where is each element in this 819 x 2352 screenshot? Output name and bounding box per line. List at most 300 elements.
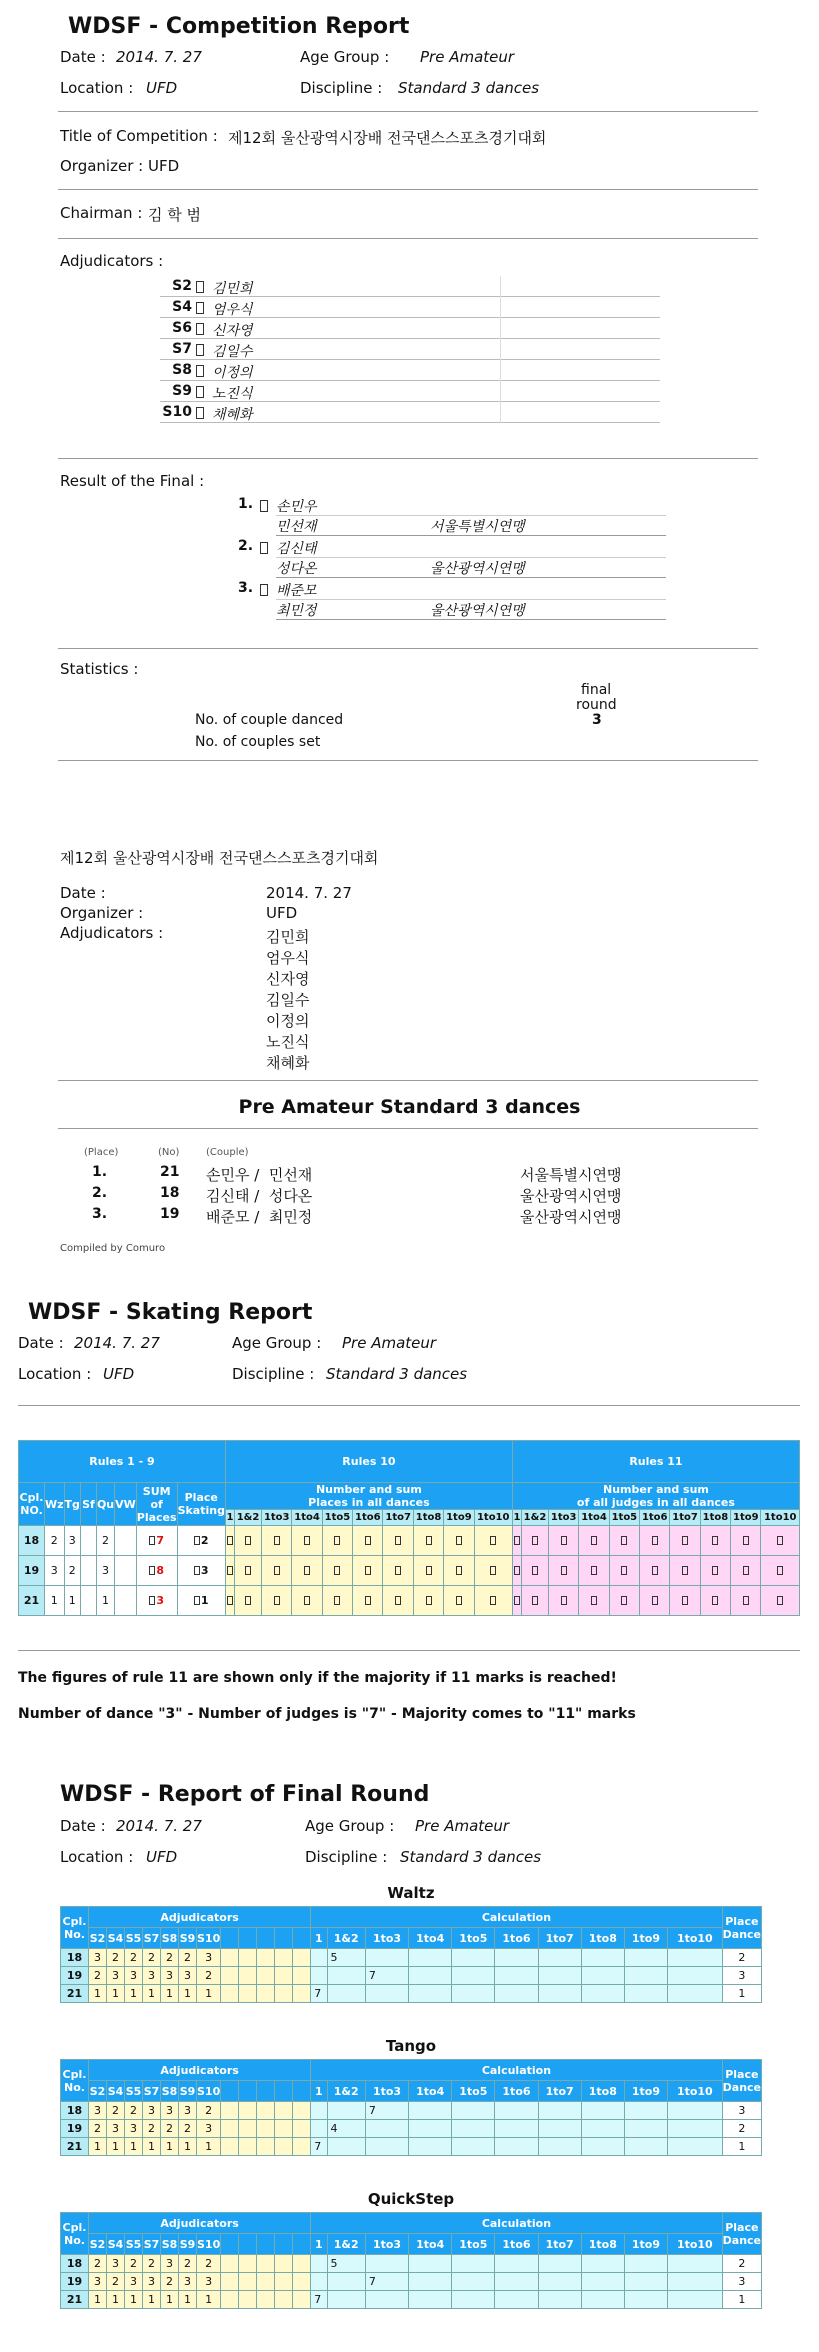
judge-mark — [257, 2255, 275, 2273]
judge-col-header: S8 — [161, 2081, 179, 2102]
fr-age-value: Pre Amateur — [415, 1817, 510, 1835]
place-dance: 3 — [722, 2273, 761, 2291]
table-row — [61, 1928, 762, 1949]
summary-adjudicator: 엄우식 — [266, 949, 310, 967]
place-skating — [177, 1586, 225, 1616]
sum-places — [136, 1586, 177, 1616]
judge-mark: 2 — [197, 2255, 221, 2273]
calc-col-header: 1to5 — [452, 2081, 495, 2102]
dance-place — [115, 1556, 137, 1586]
summary-date-label: Date : — [60, 884, 106, 902]
calc-col-header: 1to7 — [538, 2234, 581, 2255]
judge-mark — [293, 1949, 311, 1967]
calc-col-header: 1to9 — [731, 1510, 761, 1526]
calc-col-header: 1to4 — [409, 2081, 452, 2102]
calc-value: 7 — [365, 1967, 408, 1985]
checkbox-mark-icon — [149, 1566, 155, 1575]
summary-adjudicator: 이정의 — [266, 1012, 310, 1030]
checkbox-mark-icon — [682, 1536, 688, 1545]
calc-value — [624, 1985, 667, 2003]
calc-value: 7 — [365, 2273, 408, 2291]
rules11-subheader — [512, 1483, 799, 1510]
calc-value — [581, 2120, 624, 2138]
rule10-cell — [383, 1586, 413, 1616]
judge-col-header: S7 — [143, 2234, 161, 2255]
calc-value — [668, 2273, 723, 2291]
judge-mark: 1 — [89, 1985, 107, 2003]
checkbox-mark-icon — [149, 1536, 155, 1545]
judge-mark: 1 — [89, 2138, 107, 2156]
fr-location-label: Location : — [60, 1848, 134, 1866]
rule11-cell — [700, 1526, 730, 1556]
checkbox-mark-icon — [652, 1566, 658, 1575]
category-banner: Pre Amateur Standard 3 dances — [238, 1096, 581, 1118]
rule10-cell — [225, 1556, 234, 1586]
dance-place — [115, 1526, 137, 1556]
place-dance: 1 — [722, 2291, 761, 2309]
judge-mark — [239, 2273, 257, 2291]
rule11-cell — [670, 1586, 700, 1616]
calc-col-header: 1to5 — [452, 2234, 495, 2255]
calc-value — [668, 2291, 723, 2309]
divider — [500, 318, 501, 339]
judge-col-header: S10 — [197, 2234, 221, 2255]
summary-place: 3. — [92, 1206, 108, 1222]
checkbox-mark-icon — [304, 1536, 310, 1545]
calc-value — [624, 2120, 667, 2138]
calc-col-header: 1to3 — [365, 2234, 408, 2255]
checkbox-mark-icon — [194, 1596, 200, 1605]
judge-mark: 1 — [107, 1985, 125, 2003]
calc-col-header: 1to4 — [292, 1510, 322, 1526]
calc-col-header: 1 — [225, 1510, 234, 1526]
rule11-cell — [731, 1556, 761, 1586]
calc-value — [538, 2120, 581, 2138]
judge-mark — [293, 2120, 311, 2138]
judge-mark: 3 — [89, 1949, 107, 1967]
divider — [58, 238, 758, 239]
calc-value — [327, 2291, 365, 2309]
judge-mark — [221, 2291, 239, 2309]
judge-mark: 2 — [107, 2102, 125, 2120]
judge-mark: 1 — [179, 1985, 197, 2003]
adjudicator-row — [160, 297, 660, 318]
fr-age-label: Age Group : — [305, 1817, 395, 1835]
place-dance-header: Place Dance — [722, 1907, 761, 1949]
checkbox-mark-icon — [682, 1566, 688, 1575]
judge-mark: 3 — [143, 2102, 161, 2120]
calc-value — [624, 2138, 667, 2156]
checkbox-mark-icon — [334, 1536, 340, 1545]
calc-value — [624, 1967, 667, 1985]
calc-value: 7 — [365, 2102, 408, 2120]
judge-mark: 3 — [107, 1967, 125, 1985]
calc-value: 7 — [311, 1985, 327, 2003]
judge-col-header — [239, 2081, 257, 2102]
judge-mark: 1 — [107, 2138, 125, 2156]
judge-col-header: S7 — [143, 2081, 161, 2102]
result-follower: 최민정 — [276, 603, 317, 619]
checkbox-mark-icon — [274, 1536, 280, 1545]
calc-value — [581, 1985, 624, 2003]
checkbox-mark-icon — [196, 386, 204, 398]
judge-col-header: S5 — [125, 2081, 143, 2102]
checkbox-mark-icon — [621, 1536, 627, 1545]
summary-couple: 손민우 / 민선재 — [206, 1166, 313, 1184]
judge-mark — [257, 1985, 275, 2003]
judge-mark — [257, 2120, 275, 2138]
result-club: 울산광역시연맹 — [430, 561, 525, 577]
calc-col-header: 1 — [311, 2234, 327, 2255]
checkbox-mark-icon — [621, 1566, 627, 1575]
rule11-cell — [521, 1586, 548, 1616]
checkbox-mark-icon — [777, 1596, 783, 1605]
judge-col-header — [239, 1928, 257, 1949]
place-dance: 2 — [722, 1949, 761, 1967]
place-dance-header: Place Dance — [722, 2213, 761, 2255]
rule10-cell — [444, 1556, 474, 1586]
location-label: Location : — [60, 79, 134, 97]
checkbox-mark-icon — [743, 1536, 749, 1545]
dance-place — [80, 1586, 96, 1616]
calculation-header: Calculation — [311, 1907, 722, 1928]
judge-mark: 1 — [143, 1985, 161, 2003]
judge-mark: 3 — [197, 2273, 221, 2291]
calc-value — [538, 2273, 581, 2291]
final-round-header-line1: final — [581, 682, 612, 698]
rules11-header: Rules 11 — [512, 1441, 799, 1483]
calc-value — [495, 2255, 538, 2273]
checkbox-mark-icon — [196, 344, 204, 356]
judge-mark: 2 — [161, 1949, 179, 1967]
rule10-cell — [235, 1556, 262, 1586]
judge-col-header — [221, 2234, 239, 2255]
dance-place: 3 — [45, 1556, 65, 1586]
judge-mark — [239, 2291, 257, 2309]
divider — [58, 760, 758, 761]
judge-mark: 2 — [197, 2102, 221, 2120]
judge-col-header: S10 — [197, 1928, 221, 1949]
calc-col-header: 1&2 — [327, 2081, 365, 2102]
competition-report-title: WDSF - Competition Report — [68, 14, 410, 39]
judge-mark — [275, 2255, 293, 2273]
calc-col-header: 1to4 — [409, 1928, 452, 1949]
dance-place: 1 — [96, 1586, 114, 1616]
dance-table — [60, 2212, 762, 2309]
dance-place: 2 — [96, 1526, 114, 1556]
couple-number: 19 — [61, 2273, 89, 2291]
judge-mark: 3 — [125, 1967, 143, 1985]
calc-col-header: 1to3 — [365, 2081, 408, 2102]
date-value: 2014. 7. 27 — [116, 48, 202, 66]
calc-col-header: 1to10 — [474, 1510, 512, 1526]
adjudicator-name: 노진식 — [212, 386, 253, 402]
judge-mark — [293, 2273, 311, 2291]
rule10-cell — [413, 1586, 443, 1616]
rules11-sub1: Number and sum — [602, 1483, 709, 1496]
sum-places — [136, 1526, 177, 1556]
checkbox-mark-icon — [561, 1536, 567, 1545]
result-place: 1. — [238, 496, 254, 512]
checkbox-mark-icon — [591, 1596, 597, 1605]
result-of-final-label: Result of the Final : — [60, 472, 205, 490]
rule11-cell — [640, 1556, 670, 1586]
judge-col-header — [275, 2234, 293, 2255]
judge-mark — [221, 2138, 239, 2156]
summary-date-value: 2014. 7. 27 — [266, 884, 352, 902]
judge-col-header: S8 — [161, 2234, 179, 2255]
calc-col-header: 1to7 — [670, 1510, 700, 1526]
sum-value: 3 — [156, 1594, 164, 1607]
organizer-value: UFD — [148, 157, 180, 175]
rule10-cell — [322, 1526, 352, 1556]
rule10-cell — [474, 1556, 512, 1586]
calc-value — [409, 2255, 452, 2273]
fr-date-value: 2014. 7. 27 — [116, 1817, 202, 1835]
skating-date-label: Date : — [18, 1334, 64, 1352]
skating-discipline-label: Discipline : — [232, 1365, 315, 1383]
rule11-cell — [640, 1526, 670, 1556]
dance-place: 3 — [96, 1556, 114, 1586]
couple-number: 21 — [19, 1586, 45, 1616]
calc-col-header: 1to9 — [444, 1510, 474, 1526]
divider — [18, 1405, 800, 1406]
rule11-cell — [609, 1586, 639, 1616]
title-of-competition-label: Title of Competition : — [60, 127, 218, 145]
judge-mark: 1 — [179, 2291, 197, 2309]
judge-mark — [257, 2138, 275, 2156]
calc-col-header: 1to7 — [383, 1510, 413, 1526]
dance-name: QuickStep — [367, 2190, 455, 2208]
calc-value — [538, 2255, 581, 2273]
checkbox-mark-icon — [334, 1566, 340, 1575]
adjudicator-code: S4 — [172, 299, 192, 315]
skating-date-value: 2014. 7. 27 — [74, 1334, 160, 1352]
rule11-note: The figures of rule 11 are shown only if the majority if 11 marks is reached! — [18, 1670, 617, 1686]
judge-col-header — [293, 2234, 311, 2255]
adjudicators-header: Adjudicators — [89, 2060, 311, 2081]
divider — [500, 381, 501, 402]
calc-value — [327, 2102, 365, 2120]
final-round-title: WDSF - Report of Final Round — [60, 1782, 430, 1807]
checkbox-mark-icon — [777, 1536, 783, 1545]
checkbox-mark-icon — [196, 281, 204, 293]
calc-value — [495, 2291, 538, 2309]
judge-mark: 1 — [197, 2291, 221, 2309]
result-leader: 김신태 — [276, 541, 317, 557]
calc-col-header: 1to8 — [581, 2081, 624, 2102]
calc-col-header: 1to6 — [353, 1510, 383, 1526]
table-row — [61, 1985, 762, 2003]
checkbox-mark-icon — [365, 1566, 371, 1575]
calc-value — [311, 2102, 327, 2120]
couple-number: 18 — [61, 2102, 89, 2120]
calc-col-header: 1to5 — [609, 1510, 639, 1526]
summary-number: 21 — [160, 1164, 180, 1180]
calc-col-header: 1&2 — [327, 2234, 365, 2255]
judge-col-header: S5 — [125, 1928, 143, 1949]
summary-place: 1. — [92, 1164, 108, 1180]
rule10-cell — [292, 1586, 322, 1616]
summary-adjudicator: 신자영 — [266, 970, 310, 988]
dance-col-header: Wz — [45, 1483, 65, 1526]
judge-mark — [221, 2120, 239, 2138]
couple-number: 21 — [61, 1985, 89, 2003]
couple-number: 18 — [61, 1949, 89, 1967]
calc-value — [409, 1967, 452, 1985]
location-value: UFD — [146, 79, 178, 97]
calc-col-header: 1&2 — [327, 1928, 365, 1949]
sum-value: 8 — [156, 1564, 164, 1577]
calc-value: 5 — [327, 2255, 365, 2273]
checkbox-mark-icon — [712, 1596, 718, 1605]
adjudicators-label: Adjudicators : — [60, 252, 164, 270]
judge-mark: 1 — [143, 2291, 161, 2309]
judge-col-header — [293, 2081, 311, 2102]
checkbox-mark-icon — [652, 1596, 658, 1605]
adjudicator-name: 이정의 — [212, 365, 253, 381]
skating-age-value: Pre Amateur — [342, 1334, 437, 1352]
adjudicator-code: S2 — [172, 278, 192, 294]
rule10-cell — [235, 1586, 262, 1616]
calc-col-header: 1to6 — [640, 1510, 670, 1526]
judge-col-header — [257, 2234, 275, 2255]
judge-mark — [221, 1949, 239, 1967]
result-leader: 손민우 — [276, 499, 317, 515]
rule10-cell — [474, 1526, 512, 1556]
checkbox-mark-icon — [245, 1536, 251, 1545]
judge-mark: 2 — [161, 2120, 179, 2138]
rule11-cell — [579, 1526, 609, 1556]
checkbox-mark-icon — [514, 1566, 520, 1575]
judge-mark: 1 — [197, 2138, 221, 2156]
divider — [276, 577, 666, 578]
table-row — [61, 2213, 762, 2234]
col-no-header: (No) — [158, 1147, 180, 1158]
dance-col-header: Sf — [80, 1483, 96, 1526]
calc-value — [409, 2138, 452, 2156]
table-row — [61, 2273, 762, 2291]
judge-mark — [293, 2102, 311, 2120]
skating-table — [18, 1440, 800, 1616]
calc-value — [365, 2120, 408, 2138]
rule10-cell — [353, 1586, 383, 1616]
judge-mark: 1 — [161, 1985, 179, 2003]
calc-value — [365, 2255, 408, 2273]
judge-mark: 1 — [89, 2291, 107, 2309]
divider — [58, 1080, 758, 1081]
judge-col-header: S9 — [179, 2081, 197, 2102]
judge-mark: 3 — [107, 2120, 125, 2138]
adjudicator-row — [160, 318, 660, 339]
judge-mark — [275, 2273, 293, 2291]
checkbox-mark-icon — [194, 1536, 200, 1545]
judge-mark — [293, 1985, 311, 2003]
judge-mark: 3 — [161, 2102, 179, 2120]
calc-value — [311, 1967, 327, 1985]
calc-value — [495, 1967, 538, 1985]
couples-set-label: No. of couples set — [195, 734, 321, 750]
judge-col-header: S5 — [125, 2234, 143, 2255]
rule10-cell — [474, 1586, 512, 1616]
judge-mark: 3 — [143, 1967, 161, 1985]
dance-place — [80, 1556, 96, 1586]
rules10-sub1: Number and sum — [315, 1483, 422, 1496]
checkbox-mark-icon — [334, 1596, 340, 1605]
calc-value — [581, 1967, 624, 1985]
dance-place: 1 — [45, 1586, 65, 1616]
judge-col-header: S2 — [89, 2081, 107, 2102]
checkbox-mark-icon — [196, 365, 204, 377]
chairman-value: 김 학 범 — [148, 206, 202, 224]
judge-mark — [221, 1985, 239, 2003]
judge-mark: 2 — [107, 2273, 125, 2291]
title-of-competition-value: 제12회 울산광역시장배 전국댄스스포츠경기대회 — [228, 129, 547, 147]
checkbox-mark-icon — [532, 1596, 538, 1605]
dance-table — [60, 2059, 762, 2156]
dance-place: 1 — [64, 1586, 80, 1616]
judge-mark — [257, 2102, 275, 2120]
rule11-cell — [700, 1556, 730, 1586]
divider — [18, 1650, 800, 1651]
checkbox-mark-icon — [227, 1596, 233, 1605]
judge-mark — [221, 2102, 239, 2120]
judge-col-header: S4 — [107, 2081, 125, 2102]
rule11-cell — [512, 1526, 521, 1556]
place-value: 1 — [200, 1594, 209, 1607]
calc-value — [581, 2273, 624, 2291]
rule11-cell — [670, 1556, 700, 1586]
calc-value — [452, 2273, 495, 2291]
rules19-header: Rules 1 - 9 — [19, 1441, 226, 1483]
calc-value — [365, 1949, 408, 1967]
adjudicator-name: 김일수 — [212, 344, 253, 360]
calc-col-header: 1to6 — [495, 2081, 538, 2102]
calc-value — [452, 2138, 495, 2156]
judge-mark — [239, 1967, 257, 1985]
discipline-value: Standard 3 dances — [398, 79, 540, 97]
summary-adjudicator: 채혜화 — [266, 1054, 310, 1072]
sum-places-header: SUM of Places — [136, 1484, 177, 1524]
judge-col-header: S4 — [107, 2234, 125, 2255]
rule11-cell — [700, 1586, 730, 1616]
adjudicator-code: S6 — [172, 320, 192, 336]
calc-col-header: 1 — [311, 2081, 327, 2102]
calc-col-header: 1to9 — [624, 2081, 667, 2102]
dance-place: 3 — [64, 1526, 80, 1556]
majority-note: Number of dance "3" - Number of judges is "7" - Majority comes to "11" marks — [18, 1706, 636, 1722]
judge-col-header: S2 — [89, 2234, 107, 2255]
col-couple-header: (Couple) — [206, 1147, 249, 1158]
table-row — [19, 1526, 800, 1556]
calc-value — [311, 1949, 327, 1967]
summary-title: 제12회 울산광역시장배 전국댄스스포츠경기대회 — [60, 849, 379, 867]
calc-value — [624, 2255, 667, 2273]
dance-name: Tango — [385, 2037, 437, 2055]
calc-col-header: 1to3 — [365, 1928, 408, 1949]
judge-mark: 3 — [89, 2102, 107, 2120]
calc-value — [668, 2138, 723, 2156]
table-row — [61, 2102, 762, 2120]
checkbox-mark-icon — [591, 1536, 597, 1545]
calc-col-header: 1to8 — [581, 1928, 624, 1949]
divider — [58, 458, 758, 459]
calc-value — [409, 2291, 452, 2309]
checkbox-mark-icon — [196, 302, 204, 314]
judge-col-header: S8 — [161, 1928, 179, 1949]
checkbox-mark-icon — [196, 323, 204, 335]
calc-col-header: 1to4 — [409, 2234, 452, 2255]
